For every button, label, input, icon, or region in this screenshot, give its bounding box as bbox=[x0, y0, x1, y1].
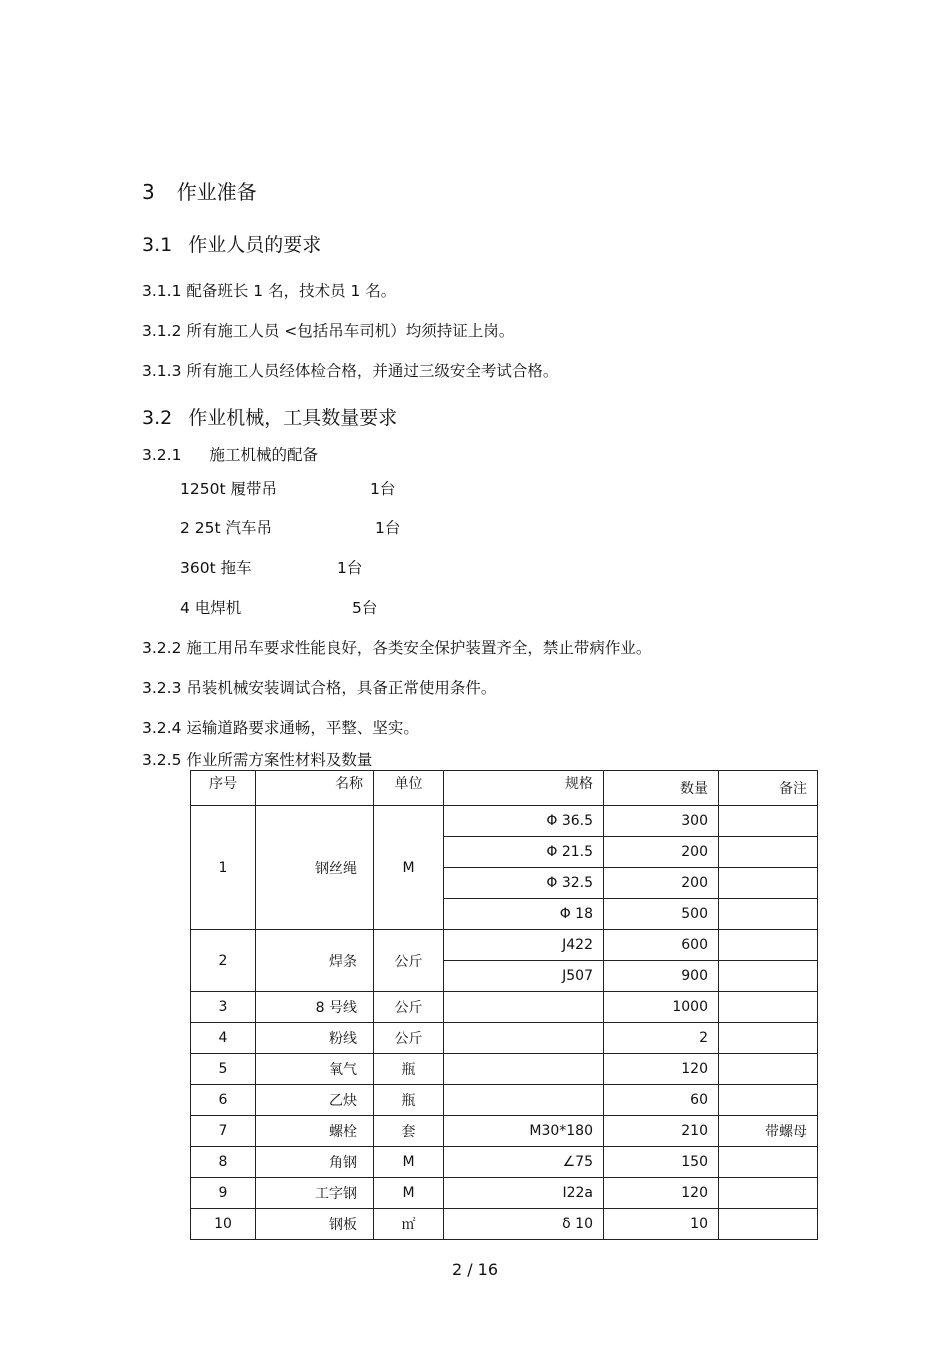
header-cell-no: 序号 bbox=[191, 771, 256, 806]
section-title: 作业机械，工具数量要求 bbox=[188, 407, 398, 429]
cell-spec: J422 bbox=[444, 930, 604, 961]
header-cell-qty: 数量 bbox=[604, 771, 719, 806]
cell-name: 8 号线 bbox=[256, 992, 374, 1023]
cell-note bbox=[719, 1147, 818, 1178]
cell-unit: 公斤 bbox=[374, 1023, 444, 1054]
cell-qty: 2 bbox=[604, 1023, 719, 1054]
cell-spec bbox=[444, 1023, 604, 1054]
cell-note bbox=[719, 1085, 818, 1116]
cell-qty: 150 bbox=[604, 1147, 719, 1178]
cell-name: 焊条 bbox=[256, 930, 374, 992]
cell-spec: I22a bbox=[444, 1178, 604, 1209]
cell-no: 7 bbox=[191, 1116, 256, 1147]
cell-qty: 300 bbox=[604, 806, 719, 837]
cell-unit: M bbox=[374, 1147, 444, 1178]
cell-spec: ∠75 bbox=[444, 1147, 604, 1178]
table-row bbox=[191, 992, 818, 1023]
cell-unit: 公斤 bbox=[374, 930, 444, 992]
header-cell-spec: 规格 bbox=[444, 771, 604, 806]
cell-spec: Φ 21.5 bbox=[444, 837, 604, 868]
section-number: 3.2.1 bbox=[142, 446, 182, 464]
table-row bbox=[191, 1023, 818, 1054]
cell-note bbox=[719, 992, 818, 1023]
machine-qty: 1台 bbox=[375, 519, 401, 537]
cell-spec bbox=[444, 1054, 604, 1085]
paragraph-3-1-1: 3.1.1 配备班长 1 名，技术员 1 名。 bbox=[142, 282, 397, 300]
cell-spec bbox=[444, 1085, 604, 1116]
cell-no: 3 bbox=[191, 992, 256, 1023]
cell-qty: 60 bbox=[604, 1085, 719, 1116]
cell-name: 氧气 bbox=[256, 1054, 374, 1085]
cell-note bbox=[719, 961, 818, 992]
cell-note bbox=[719, 1054, 818, 1085]
section-3-heading bbox=[142, 176, 257, 205]
table-row bbox=[191, 1178, 818, 1209]
machine-qty: 5台 bbox=[352, 599, 378, 617]
cell-no: 9 bbox=[191, 1178, 256, 1209]
cell-unit: 套 bbox=[374, 1116, 444, 1147]
paragraph-3-1-3: 3.1.3 所有施工人员经体检合格，并通过三级安全考试合格。 bbox=[142, 362, 559, 380]
cell-note bbox=[719, 930, 818, 961]
cell-name: 粉线 bbox=[256, 1023, 374, 1054]
table-row bbox=[191, 1147, 818, 1178]
cell-name: 角钢 bbox=[256, 1147, 374, 1178]
cell-unit: 瓶 bbox=[374, 1054, 444, 1085]
cell-note bbox=[719, 837, 818, 868]
cell-qty: 210 bbox=[604, 1116, 719, 1147]
cell-note bbox=[719, 806, 818, 837]
cell-spec bbox=[444, 992, 604, 1023]
cell-note bbox=[719, 1209, 818, 1240]
cell-no: 1 bbox=[191, 806, 256, 930]
cell-no: 10 bbox=[191, 1209, 256, 1240]
header-cell-note: 备注 bbox=[719, 771, 818, 806]
paragraph-3-1-2: 3.1.2 所有施工人员 <包括吊车司机）均须持证上岗。 bbox=[142, 322, 515, 340]
paragraph-3-2-4: 3.2.4 运输道路要求通畅，平整、坚实。 bbox=[142, 719, 419, 737]
cell-qty: 1000 bbox=[604, 992, 719, 1023]
paragraph-3-2-3: 3.2.3 吊装机械安装调试合格，具备正常使用条件。 bbox=[142, 679, 497, 697]
cell-no: 2 bbox=[191, 930, 256, 992]
cell-qty: 500 bbox=[604, 899, 719, 930]
cell-qty: 120 bbox=[604, 1054, 719, 1085]
cell-note: 带螺母 bbox=[719, 1116, 818, 1147]
machine-name: 1250t 履带吊 bbox=[180, 480, 277, 498]
paragraph-3-2-2: 3.2.2 施工用吊车要求性能良好，各类安全保护装置齐全，禁止带病作业。 bbox=[142, 639, 652, 657]
cell-spec: Φ 18 bbox=[444, 899, 604, 930]
machine-qty: 1台 bbox=[337, 559, 363, 577]
cell-qty: 120 bbox=[604, 1178, 719, 1209]
cell-no: 5 bbox=[191, 1054, 256, 1085]
cell-qty: 900 bbox=[604, 961, 719, 992]
cell-unit: ㎡ bbox=[374, 1209, 444, 1240]
header-cell-name: 名称 bbox=[256, 771, 374, 806]
cell-spec: J507 bbox=[444, 961, 604, 992]
table-row bbox=[191, 1085, 818, 1116]
cell-name: 螺栓 bbox=[256, 1116, 374, 1147]
cell-name: 钢丝绳 bbox=[256, 806, 374, 930]
machine-name: 2 25t 汽车吊 bbox=[180, 519, 273, 537]
cell-spec: δ 10 bbox=[444, 1209, 604, 1240]
paragraph-3-2-5: 3.2.5 作业所需方案性材料及数量 bbox=[142, 751, 373, 769]
cell-qty: 600 bbox=[604, 930, 719, 961]
cell-note bbox=[719, 1178, 818, 1209]
cell-no: 8 bbox=[191, 1147, 256, 1178]
section-number: 3 bbox=[142, 180, 155, 204]
section-title: 作业准备 bbox=[176, 180, 257, 204]
cell-name: 钢板 bbox=[256, 1209, 374, 1240]
cell-note bbox=[719, 899, 818, 930]
table-row bbox=[191, 1116, 818, 1147]
cell-qty: 10 bbox=[604, 1209, 719, 1240]
cell-qty: 200 bbox=[604, 837, 719, 868]
table-row bbox=[191, 806, 818, 837]
cell-unit: 瓶 bbox=[374, 1085, 444, 1116]
machine-name: 4 电焊机 bbox=[180, 599, 242, 617]
materials-table bbox=[190, 770, 818, 1240]
cell-no: 6 bbox=[191, 1085, 256, 1116]
section-3-1-heading bbox=[142, 230, 321, 257]
machine-item bbox=[180, 477, 395, 499]
cell-name: 乙炔 bbox=[256, 1085, 374, 1116]
cell-spec: Φ 32.5 bbox=[444, 868, 604, 899]
cell-qty: 200 bbox=[604, 868, 719, 899]
header-cell-unit: 单位 bbox=[374, 771, 444, 806]
machine-name: 360t 拖车 bbox=[180, 559, 252, 577]
cell-spec: Φ 36.5 bbox=[444, 806, 604, 837]
table-header-row bbox=[191, 771, 818, 806]
cell-unit: M bbox=[374, 806, 444, 930]
cell-no: 4 bbox=[191, 1023, 256, 1054]
table-row bbox=[191, 930, 818, 961]
cell-note bbox=[719, 868, 818, 899]
cell-name: 工字钢 bbox=[256, 1178, 374, 1209]
cell-unit: M bbox=[374, 1178, 444, 1209]
section-3-2-heading bbox=[142, 403, 397, 430]
section-number: 3.2 bbox=[142, 407, 173, 429]
machine-item bbox=[180, 556, 362, 578]
machine-item bbox=[180, 516, 400, 538]
table-row bbox=[191, 1209, 818, 1240]
section-title: 作业人员的要求 bbox=[188, 234, 322, 256]
section-3-2-1-heading bbox=[142, 443, 318, 465]
machine-item bbox=[180, 596, 377, 618]
cell-spec: M30*180 bbox=[444, 1116, 604, 1147]
machine-qty: 1台 bbox=[370, 480, 396, 498]
cell-unit: 公斤 bbox=[374, 992, 444, 1023]
table-row bbox=[191, 1054, 818, 1085]
section-number: 3.1 bbox=[142, 234, 173, 256]
page-number: 2 / 16 bbox=[451, 1260, 499, 1279]
cell-note bbox=[719, 1023, 818, 1054]
section-title: 施工机械的配备 bbox=[209, 446, 318, 464]
